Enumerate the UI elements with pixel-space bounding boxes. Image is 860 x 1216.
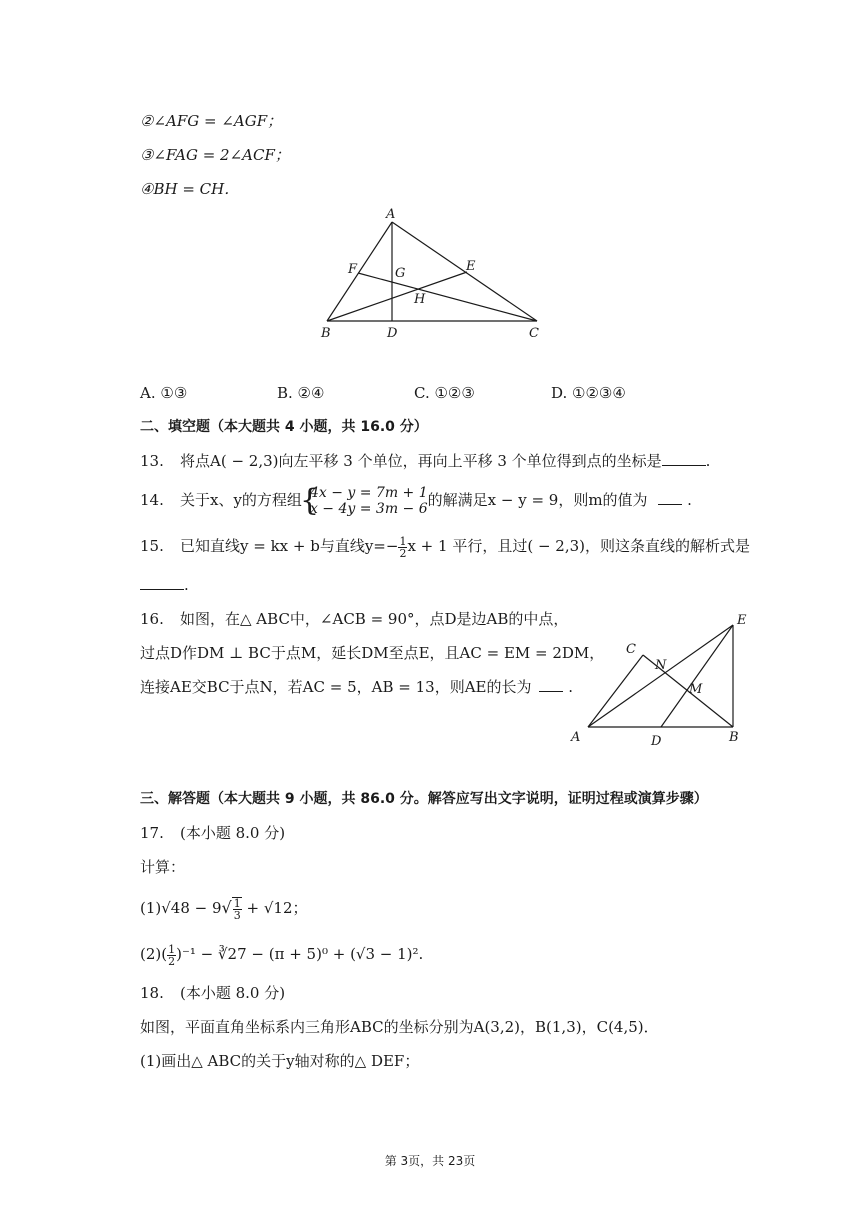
q17-p2-den: 2 [168,954,176,968]
q14-end: . [687,491,692,509]
q17-score: (本小题 8.0 分) [180,824,286,842]
fig1-label-d: D [387,326,398,341]
q18-header [140,982,285,1004]
q14-equation-system [302,485,428,517]
q15-frac-num: 1 [399,534,407,548]
q17-intro: 计算： [140,858,186,876]
q18-score: (本小题 8.0 分) [180,984,286,1002]
q17-p2-pre: (2)( [140,945,168,963]
q14-post: 的解满足x − y = 9，则m的值为 [427,491,648,509]
q16-line-3 [140,676,573,698]
q14-number: 14. [140,491,164,509]
q16-line-2: 过点D作DM ⊥ BC于点M，延长DM至点E，且AC = EM = 2DM， [140,644,605,662]
q17-p1-post: + √12； [241,899,308,917]
fig1-label-a: A [386,207,396,222]
q16-text-3: 连接AE交BC于点N，若AC = 5，AB = 13，则AE的长为 [140,678,532,696]
fig2-label-c: C [626,642,636,657]
statement-2: ②∠AFG = ∠AGF； [140,112,283,130]
fig2-label-b: B [729,730,739,745]
q18-number: 18. [140,984,164,1002]
q15-blank [140,575,184,590]
q13-text: 将点A( − 2,3)向左平移 3 个单位，再向上平移 3 个单位得到点的坐标是 [180,452,662,470]
q14-eq2: x − 4y = 3m − 6 [309,501,428,517]
q17-part-1 [140,894,308,922]
fig2-label-n: N [655,658,667,673]
q17-p1-den: 3 [233,909,241,922]
q16-blank [539,677,563,692]
statement-3: ③∠FAG = 2∠ACF； [140,146,290,164]
fig1-label-f: F [348,262,358,277]
fig1-label-c: C [529,326,539,341]
fig2-label-m: M [689,682,703,697]
fig1-label-b: B [321,326,331,341]
page-footer: 第 3页，共 23页 [384,1154,476,1168]
q15-pre: 已知直线y = kx + b与直线y=− [180,537,399,555]
q17-p2-fraction [167,944,176,967]
q17-p1-fraction [232,897,242,921]
q17-p1-num: 1 [233,897,241,910]
triangle-figure-1 [310,200,550,345]
triangle-figure-2 [565,605,765,750]
q17-part-2 [140,940,423,968]
question-15 [140,532,750,560]
fig1-label-g: G [395,266,406,281]
q16-number: 16. [140,610,164,628]
option-b: B. ②④ [277,384,325,402]
q13-blank [662,451,706,466]
q13-number: 13. [140,452,164,470]
sqrt-icon: √ [221,898,232,917]
section-2-heading: 二、填空题（本大题共 4 小题，共 16.0 分） [140,419,428,435]
q17-number: 17. [140,824,164,842]
q17-p1-pre: (1)√48 − 9 [140,899,222,917]
q15-frac-den: 2 [399,546,407,560]
q18-line-2: (1)画出△ ABC的关于y轴对称的△ DEF； [140,1052,420,1070]
statement-4: ④BH = CH． [140,180,240,198]
question-14 [140,484,692,517]
option-c: C. ①②③ [414,384,475,402]
q17-p2-post: )⁻¹ − ∛27 − (π + 5)⁰ + (√3 − 1)². [176,945,424,963]
q16-text-1: 如图，在△ ABC中，∠ACB = 90°，点D是边AB的中点， [180,610,569,628]
fig2-label-a: A [571,730,581,745]
q15-number: 15. [140,537,164,555]
q16-end: . [568,678,574,696]
q15-post: x + 1 平行，且过( − 2,3)，则这条直线的解析式是 [407,537,750,555]
section-3-heading: 三、解答题（本大题共 9 小题，共 86.0 分。解答应写出文字说明，证明过程或演算步骤） [140,791,708,807]
fig1-label-h: H [414,292,426,307]
q14-blank [658,490,682,505]
fig2-label-d: D [651,734,662,749]
q15-end: . [184,576,189,594]
fig2-label-e: E [737,613,747,628]
option-a: A. ①③ [140,384,188,402]
question-13 [140,450,710,472]
q14-eq1: { 4x − y = 7m + 1 [309,485,428,501]
q14-pre: 关于x、y的方程组 [180,491,302,509]
q15-answer-line [140,574,189,596]
option-d: D. ①②③④ [551,384,626,402]
q13-end: . [705,452,711,470]
fig1-label-e: E [466,259,476,274]
q17-p2-num: 1 [168,942,176,956]
q16-line-1 [140,608,568,630]
q17-header [140,822,285,844]
q18-line-1: 如图，平面直角坐标系内三角形ABC的坐标分别为A(3,2)，B(1,3)，C(4,5)． [140,1018,659,1036]
